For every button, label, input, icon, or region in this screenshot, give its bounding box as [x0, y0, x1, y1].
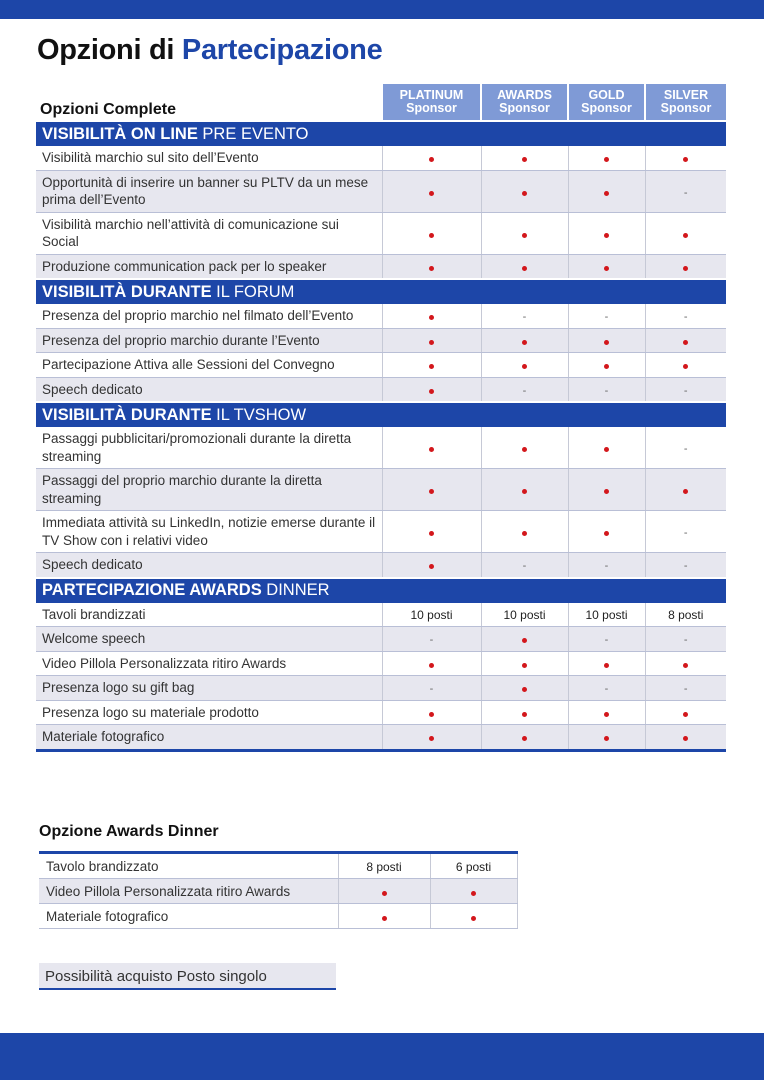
cell-platinum [382, 353, 481, 378]
cell-awards [481, 553, 568, 578]
cell-gold [568, 511, 645, 553]
column-header-gold: GOLD Sponsor [568, 84, 645, 121]
included-dot-icon [604, 157, 609, 162]
cell-platinum [382, 146, 481, 170]
section-header [36, 402, 726, 427]
cell-platinum [382, 377, 481, 402]
cell-silver [645, 353, 726, 378]
seat-count: 10 posti [585, 607, 628, 622]
page-title-prefix: Opzioni di [37, 34, 182, 66]
row-label: Presenza logo su materiale prodotto [36, 700, 382, 725]
cell-gold [568, 700, 645, 725]
cell-platinum [382, 553, 481, 578]
cell-platinum [382, 651, 481, 676]
cell-platinum [382, 427, 481, 469]
included-dot-icon [382, 916, 387, 921]
section-title-rest: DINNER [261, 581, 330, 599]
row-label: Welcome speech [36, 627, 382, 652]
option-cell [430, 853, 517, 879]
cell-awards [481, 651, 568, 676]
cell-silver [645, 469, 726, 511]
included-dot-icon [683, 712, 688, 717]
cell-silver [645, 651, 726, 676]
cell-platinum [382, 700, 481, 725]
included-dot-icon [429, 531, 434, 536]
cell-gold [568, 553, 645, 578]
table-row [36, 627, 726, 652]
cell-awards [481, 377, 568, 402]
cell-silver [645, 725, 726, 751]
cell-platinum [382, 676, 481, 701]
table-row [36, 469, 726, 511]
cell-silver [645, 676, 726, 701]
cell-gold [568, 254, 645, 279]
table-row [39, 853, 517, 879]
table-row [36, 725, 726, 751]
table-row [36, 146, 726, 170]
included-dot-icon [522, 736, 527, 741]
section-header [36, 279, 726, 304]
seat-count: 10 posti [503, 607, 546, 622]
included-dot-icon [683, 364, 688, 369]
included-dot-icon [683, 663, 688, 668]
cell-awards [481, 254, 568, 279]
cell-awards [481, 469, 568, 511]
row-label: Produzione communication pack per lo speaker [36, 254, 382, 279]
not-included-dash: - [522, 311, 527, 324]
section-header [36, 578, 726, 603]
cell-awards [481, 603, 568, 627]
row-label: Tavolo brandizzato [39, 853, 338, 879]
option-cell [338, 853, 430, 879]
cell-silver [645, 377, 726, 402]
cell-awards [481, 146, 568, 170]
options-table-label: Opzioni Complete [40, 101, 176, 118]
seat-count: 8 posti [366, 859, 402, 874]
included-dot-icon [683, 233, 688, 238]
table-row [36, 212, 726, 254]
cell-platinum [382, 603, 481, 627]
included-dot-icon [683, 266, 688, 271]
cell-platinum [382, 725, 481, 751]
section-title-rest: PRE EVENTO [197, 124, 309, 143]
table-row [36, 603, 726, 627]
column-header-platinum: PLATINUM Sponsor [382, 84, 481, 121]
cell-silver [645, 553, 726, 578]
included-dot-icon [522, 340, 527, 345]
table-row [36, 676, 726, 701]
cell-gold [568, 427, 645, 469]
row-label: Visibilità marchio sul sito dell’Evento [36, 146, 382, 170]
included-dot-icon [522, 266, 527, 271]
not-included-dash: - [522, 384, 527, 397]
options-table-header [36, 84, 726, 121]
not-included-dash: - [683, 311, 688, 324]
row-label: Tavoli brandizzati [36, 603, 382, 627]
included-dot-icon [429, 712, 434, 717]
included-dot-icon [429, 389, 434, 394]
cell-gold [568, 328, 645, 353]
cell-platinum [382, 511, 481, 553]
included-dot-icon [522, 364, 527, 369]
included-dot-icon [604, 191, 609, 196]
cell-awards [481, 212, 568, 254]
table-row [36, 353, 726, 378]
not-included-dash: - [604, 311, 609, 324]
cell-awards [481, 676, 568, 701]
section-title-bold: VISIBILITÀ ON LINE [42, 124, 198, 143]
cell-awards [481, 511, 568, 553]
included-dot-icon [522, 489, 527, 494]
included-dot-icon [683, 157, 688, 162]
included-dot-icon [604, 663, 609, 668]
table-row [36, 377, 726, 402]
cell-platinum [382, 469, 481, 511]
cell-awards [481, 725, 568, 751]
not-included-dash: - [683, 634, 688, 647]
included-dot-icon [522, 157, 527, 162]
table-row [39, 879, 517, 904]
cell-silver [645, 254, 726, 279]
row-label: Materiale fotografico [36, 725, 382, 751]
table-row [36, 254, 726, 279]
included-dot-icon [604, 489, 609, 494]
row-label: Visibilità marchio nell’attività di comunicazione sui Social [36, 212, 382, 254]
included-dot-icon [429, 340, 434, 345]
row-label: Video Pillola Personalizzata ritiro Awards [39, 879, 338, 904]
column-header-silver: SILVER Sponsor [645, 84, 726, 121]
included-dot-icon [683, 489, 688, 494]
cell-gold [568, 725, 645, 751]
cell-awards [481, 170, 568, 212]
not-included-dash: - [683, 443, 688, 455]
column-header-awards: AWARDS Sponsor [481, 84, 568, 121]
table-row [36, 651, 726, 676]
cell-awards [481, 427, 568, 469]
cell-silver [645, 212, 726, 254]
table-row [36, 328, 726, 353]
included-dot-icon [604, 233, 609, 238]
row-label: Materiale fotografico [39, 904, 338, 929]
not-included-dash: - [683, 683, 688, 696]
row-label: Opportunità di inserire un banner su PLTV da un mese prima dell’Evento [36, 170, 382, 212]
cell-silver [645, 603, 726, 627]
included-dot-icon [604, 340, 609, 345]
included-dot-icon [471, 916, 476, 921]
options-table [36, 84, 726, 752]
cell-platinum [382, 212, 481, 254]
included-dot-icon [471, 891, 476, 896]
included-dot-icon [604, 712, 609, 717]
single-seat-option: Possibilità acquisto Posto singolo [39, 963, 336, 990]
cell-silver [645, 146, 726, 170]
included-dot-icon [604, 531, 609, 536]
top-bar [0, 0, 764, 19]
cell-awards [481, 700, 568, 725]
table-row [39, 904, 517, 929]
row-label: Passaggi pubblicitari/promozionali durante la diretta streaming [36, 427, 382, 469]
page-title [37, 34, 382, 67]
row-label: Video Pillola Personalizzata ritiro Awards [36, 651, 382, 676]
option-cell [338, 904, 430, 929]
section-title-bold: PARTECIPAZIONE AWARDS [42, 581, 262, 599]
cell-silver [645, 328, 726, 353]
cell-gold [568, 146, 645, 170]
table-row [36, 511, 726, 553]
section-header [36, 121, 726, 146]
included-dot-icon [429, 315, 434, 320]
cell-gold [568, 353, 645, 378]
included-dot-icon [604, 736, 609, 741]
not-included-dash: - [604, 683, 609, 696]
included-dot-icon [604, 266, 609, 271]
cell-awards [481, 627, 568, 652]
included-dot-icon [604, 364, 609, 369]
cell-platinum [382, 328, 481, 353]
included-dot-icon [683, 340, 688, 345]
cell-awards [481, 353, 568, 378]
seat-count: 10 posti [410, 607, 453, 622]
table-row [36, 700, 726, 725]
included-dot-icon [522, 233, 527, 238]
cell-gold [568, 212, 645, 254]
included-dot-icon [429, 157, 434, 162]
included-dot-icon [522, 663, 527, 668]
section-title-bold: VISIBILITÀ DURANTE [42, 282, 212, 301]
section-title-bold: VISIBILITÀ DURANTE [42, 405, 212, 424]
included-dot-icon [522, 531, 527, 536]
not-included-dash: - [429, 683, 434, 696]
not-included-dash: - [604, 560, 609, 573]
included-dot-icon [429, 663, 434, 668]
not-included-dash: - [683, 527, 688, 539]
row-label: Presenza logo su gift bag [36, 676, 382, 701]
included-dot-icon [429, 233, 434, 238]
included-dot-icon [522, 638, 527, 643]
cell-silver [645, 700, 726, 725]
section-title-rest: IL TVSHOW [211, 405, 307, 424]
row-label: Presenza del proprio marchio nel filmato dell’Evento [36, 304, 382, 328]
included-dot-icon [522, 447, 527, 452]
not-included-dash: - [604, 384, 609, 397]
cell-silver [645, 304, 726, 328]
cell-gold [568, 304, 645, 328]
included-dot-icon [429, 564, 434, 569]
row-label: Speech dedicato [36, 377, 382, 402]
table-row [36, 170, 726, 212]
included-dot-icon [522, 712, 527, 717]
included-dot-icon [429, 191, 434, 196]
table-row [36, 427, 726, 469]
included-dot-icon [382, 891, 387, 896]
cell-silver [645, 170, 726, 212]
table-row [36, 304, 726, 328]
row-label: Presenza del proprio marchio durante l’Evento [36, 328, 382, 353]
included-dot-icon [429, 736, 434, 741]
seat-count: 8 posti [668, 607, 704, 622]
not-included-dash: - [683, 186, 688, 199]
option-cell [430, 904, 517, 929]
not-included-dash: - [683, 384, 688, 397]
option-cell [338, 879, 430, 904]
cell-gold [568, 469, 645, 511]
page-title-accent: Partecipazione [181, 34, 383, 66]
cell-silver [645, 427, 726, 469]
cell-platinum [382, 254, 481, 279]
awards-option-title: Opzione Awards Dinner [39, 823, 219, 840]
cell-gold [568, 170, 645, 212]
cell-gold [568, 377, 645, 402]
row-label: Immediata attività su LinkedIn, notizie emerse durante il TV Show con i relativi video [36, 511, 382, 553]
cell-awards [481, 304, 568, 328]
included-dot-icon [429, 489, 434, 494]
row-label: Speech dedicato [36, 553, 382, 578]
cell-platinum [382, 627, 481, 652]
included-dot-icon [604, 447, 609, 452]
bottom-bar [0, 1033, 764, 1080]
included-dot-icon [522, 191, 527, 196]
cell-silver [645, 511, 726, 553]
seat-count: 6 posti [455, 859, 492, 874]
not-included-dash: - [604, 634, 609, 647]
not-included-dash: - [429, 634, 434, 647]
section-title-rest: IL FORUM [211, 282, 295, 301]
option-cell [430, 879, 517, 904]
included-dot-icon [429, 447, 434, 452]
cell-awards [481, 328, 568, 353]
cell-gold [568, 603, 645, 627]
included-dot-icon [683, 736, 688, 741]
row-label: Passaggi del proprio marchio durante la diretta streaming [36, 469, 382, 511]
not-included-dash: - [683, 560, 688, 573]
cell-platinum [382, 170, 481, 212]
table-row [36, 553, 726, 578]
cell-gold [568, 676, 645, 701]
cell-silver [645, 627, 726, 652]
not-included-dash: - [522, 560, 527, 573]
row-label: Partecipazione Attiva alle Sessioni del Convegno [36, 353, 382, 378]
cell-gold [568, 651, 645, 676]
included-dot-icon [429, 364, 434, 369]
included-dot-icon [429, 266, 434, 271]
cell-platinum [382, 304, 481, 328]
awards-option-table [39, 851, 518, 929]
cell-gold [568, 627, 645, 652]
included-dot-icon [522, 687, 527, 692]
